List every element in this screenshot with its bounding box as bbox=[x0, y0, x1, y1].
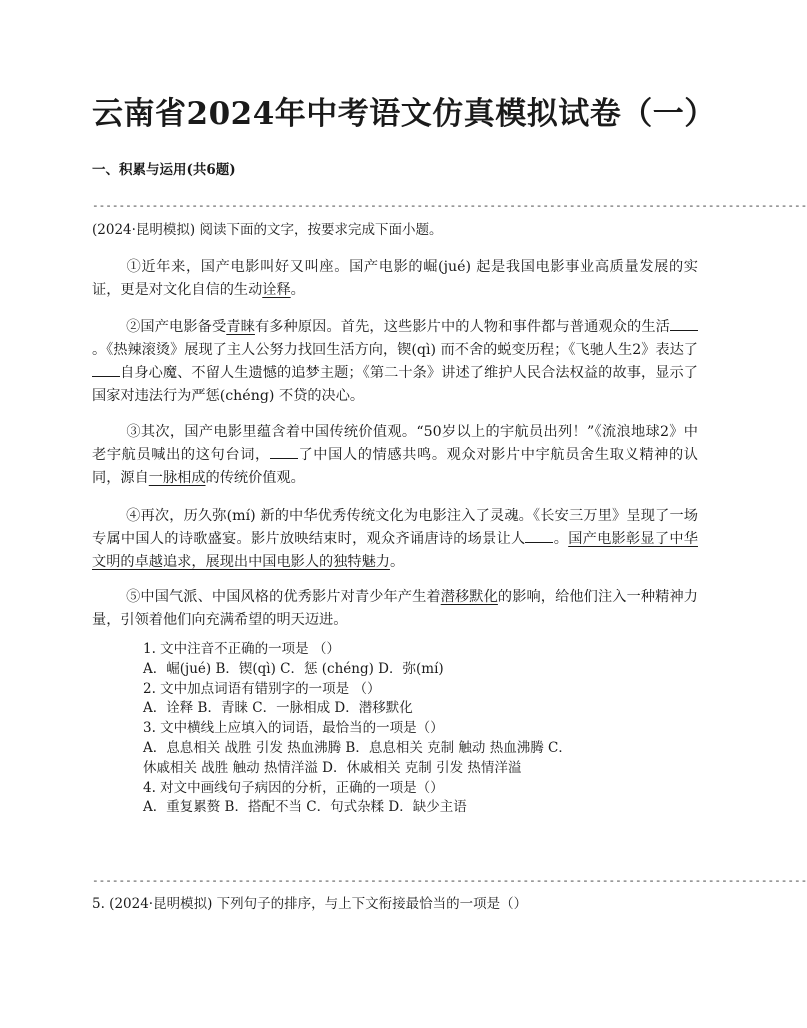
exam-title: 云南省2024年中考语文仿真模拟试卷（一） bbox=[92, 96, 716, 132]
fill-blank bbox=[670, 316, 698, 331]
question-3-options: A．息息相关 战胜 引发 热血沸腾 B．息息相关 克制 触动 热血沸腾 C． bbox=[143, 739, 572, 756]
question-3: 3. 文中横线上应填入的词语，最恰当的一项是（） bbox=[143, 720, 444, 737]
underlined-sentence: 国产电影彰显了中华文明的卓越追求，展现出中国电影人的独特魅力 bbox=[92, 531, 698, 570]
section-heading: 一、积累与运用(共6题) bbox=[92, 162, 236, 178]
question-1-options: A．崛(jué) B．锲(qì) C．惩 (chéng) D．弥(mí) bbox=[143, 660, 444, 677]
marked-word: 一脉相成 bbox=[148, 470, 206, 486]
fill-blank bbox=[525, 528, 553, 543]
divider-line: ------------------------------------------------------------------------------------------------------------ bbox=[92, 199, 807, 212]
paragraph-4: ④再次，历久弥(mí) 新的中华优秀传统文化为电影注入了灵魂。《长安三万里》呈现了一场专属中国人的诗歌盛宴。影片放映结束时，观众齐诵唐诗的场景让人 。国产电影彰显了中华文明的卓越追求，展现出中国电影人的独特魅力。 bbox=[92, 508, 698, 570]
divider-line: ------------------------------------------------------------------------------------------------------------ bbox=[92, 874, 807, 887]
paragraph-3: ③其次，国产电影里蕴含着中国传统价值观。“50岁以上的宇航员出列！”《流浪地球2》中老宇航员喊出的这句台词， 了中国人的情感共鸣。观众对影片中宇航员舍生取义精神的认同，源自一脉相成的传统价值观。 bbox=[92, 424, 698, 486]
fill-blank bbox=[270, 444, 298, 459]
paragraph-5: ⑤中国气派、中国风格的优秀影片对青少年产生着潜移默化的影响，给他们注入一种精神力量，引领着他们向充满希望的明天迈进。 bbox=[92, 589, 698, 628]
question-4-options: A．重复累赘 B．搭配不当 C．句式杂糅 D．缺少主语 bbox=[143, 799, 467, 816]
marked-word: 潜移默化 bbox=[440, 589, 498, 605]
question-2-options: A．诠释 B．青睐 C．一脉相成 D．潜移默化 bbox=[143, 700, 413, 717]
fill-blank bbox=[92, 362, 120, 377]
question-4: 4. 对文中画线句子病因的分析，正确的一项是（） bbox=[143, 779, 444, 796]
reading-instruction: (2024·昆明模拟) 阅读下面的文字，按要求完成下面小题。 bbox=[92, 222, 443, 238]
paragraph-1: ①近年来，国产电影叫好又叫座。国产电影的崛(jué) 起是我国电影事业高质量发展的实证，更是对文化自信的生动诠释。 bbox=[92, 259, 698, 298]
question-3-options-cont: 休戚相关 战胜 触动 热情洋溢 D．休戚相关 克制 引发 热情洋溢 bbox=[143, 759, 522, 776]
question-1: 1. 文中注音不正确的一项是 （） bbox=[143, 641, 340, 657]
marked-word: 诠释 bbox=[262, 282, 291, 298]
question-2: 2. 文中加点词语有错别字的一项是 （） bbox=[143, 680, 381, 697]
question-list bbox=[143, 640, 623, 818]
marked-word: 青睐 bbox=[226, 319, 255, 335]
paragraph-2: ②国产电影备受青睐有多种原因。首先，这些影片中的人物和事件都与普通观众的生活。《热辣滚烫》展现了主人公努力找回生活方向，锲(qì) 而不舍的蜕变历程；《飞驰人生2》表达了自身心魔、不留人生遗憾的追梦主题；《第二十条》讲述了维护人民合法权益的故事，显示了国家对违法行为严惩(chéng) 不贷的决心。 bbox=[92, 316, 698, 408]
question-5: 5. (2024·昆明模拟) 下列句子的排序，与上下文衔接最恰当的一项是（） bbox=[92, 896, 528, 912]
